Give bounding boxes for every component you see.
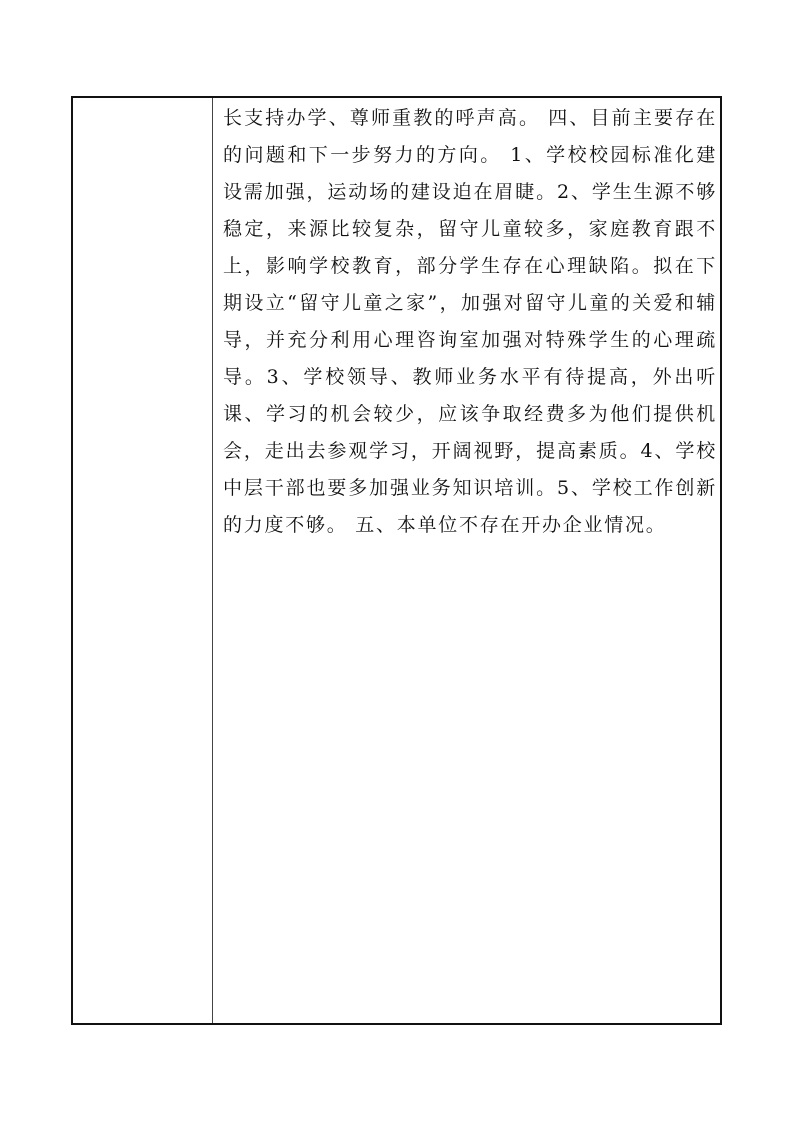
label-cell — [73, 98, 213, 1023]
content-paragraph: 长支持办学、尊师重教的呼声高。 四、目前主要存在的问题和下一步努力的方向。 1、学校校园标准化建设需加强，运动场的建设迫在眉睫。2、学生生源不够稳定，来源比较复杂，留守儿童较多，家庭教育跟不上，影响学校教育，部分学生存在心理缺陷。拟在下期设立“留守儿童之家”，加强对留守儿童的关爱和辅导，并充分利用心理咨询室加强对特殊学生的心理疏导。3、学校领导、教师业务水平有待提高，外出听课、学习的机会较少，应该争取经费多为他们提供机会，走出去参观学习，开阔视野，提高素质。4、学校中层干部也要多加强业务知识培训。5、学校工作创新的力度不够。 五、本单位不存在开办企业情况。 — [223, 107, 717, 536]
content-table — [71, 96, 722, 1025]
content-cell — [223, 100, 717, 544]
